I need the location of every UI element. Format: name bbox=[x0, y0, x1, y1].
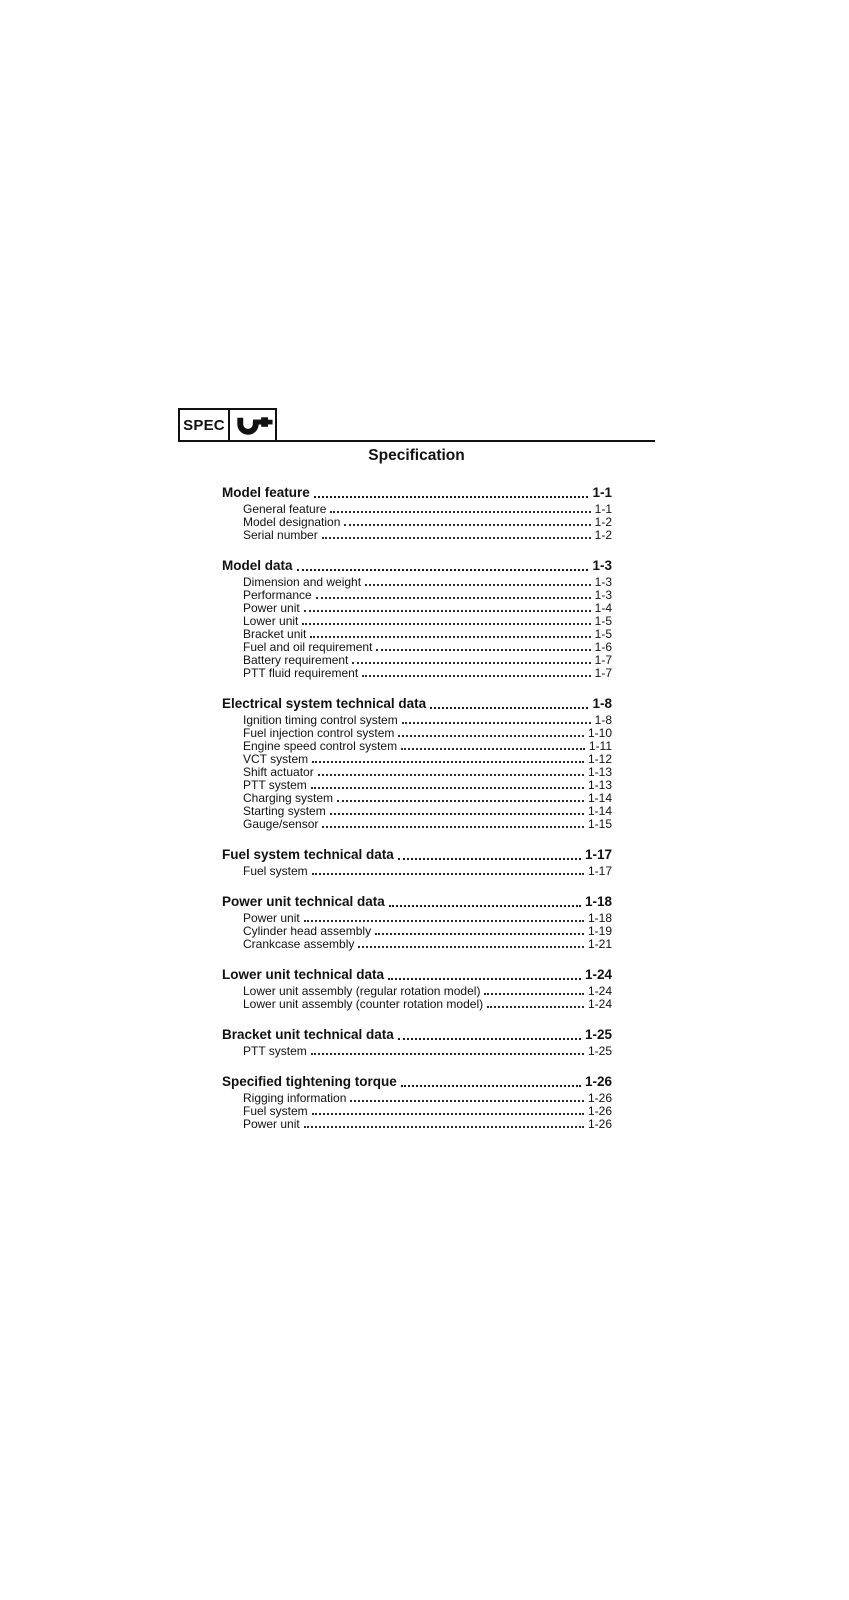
toc-section-heading bbox=[222, 894, 612, 910]
toc-entry-page: 1-14 bbox=[587, 791, 612, 805]
toc-entry-label: PTT system bbox=[243, 778, 307, 792]
dotted-leader bbox=[344, 524, 590, 526]
toc-entry-label: Power unit bbox=[243, 601, 300, 615]
toc-item bbox=[222, 1045, 612, 1058]
toc-section-heading bbox=[222, 847, 612, 863]
toc-item bbox=[222, 938, 612, 951]
toc-entry-label: Lower unit assembly (regular rotation model) bbox=[243, 984, 481, 998]
toc-entry-page: 1-3 bbox=[592, 558, 612, 573]
toc-entry-label: Fuel injection control system bbox=[243, 726, 395, 740]
toc-entry-label: PTT fluid requirement bbox=[243, 666, 359, 680]
toc-entry-page: 1-7 bbox=[594, 666, 612, 680]
toc-entry-page: 1-7 bbox=[594, 653, 612, 667]
toc-entry-label: Starting system bbox=[243, 804, 326, 818]
toc-entry-page: 1-17 bbox=[584, 847, 612, 862]
toc-entry-page: 1-25 bbox=[587, 1044, 612, 1058]
toc-item bbox=[222, 667, 612, 680]
toc-section bbox=[222, 558, 612, 680]
toc-entry-label: PTT system bbox=[243, 1044, 307, 1058]
toc-entry-page: 1-18 bbox=[584, 894, 612, 909]
dotted-leader bbox=[398, 858, 581, 860]
dotted-leader bbox=[302, 623, 590, 625]
toc bbox=[222, 485, 612, 1147]
toc-entry-page: 1-26 bbox=[587, 1117, 612, 1131]
micrometer-icon bbox=[230, 410, 275, 440]
toc-entry-page: 1-24 bbox=[587, 997, 612, 1011]
toc-entry-page: 1-12 bbox=[587, 752, 612, 766]
dotted-leader bbox=[311, 787, 584, 789]
dotted-leader bbox=[365, 584, 591, 586]
dotted-leader bbox=[304, 610, 591, 612]
toc-entry-page: 1-21 bbox=[587, 937, 612, 951]
dotted-leader bbox=[310, 636, 590, 638]
dotted-leader bbox=[430, 707, 588, 709]
toc-entry-label: Performance bbox=[243, 588, 312, 602]
toc-section-heading bbox=[222, 696, 612, 712]
toc-entry-page: 1-25 bbox=[584, 1027, 612, 1042]
toc-entry-label: Shift actuator bbox=[243, 765, 314, 779]
dotted-leader bbox=[304, 920, 584, 922]
toc-section-heading bbox=[222, 485, 612, 501]
toc-section-heading bbox=[222, 558, 612, 574]
toc-section bbox=[222, 894, 612, 951]
toc-entry-page: 1-13 bbox=[587, 765, 612, 779]
toc-entry-page: 1-5 bbox=[594, 614, 612, 628]
toc-entry-page: 1-18 bbox=[587, 911, 612, 925]
toc-section-heading bbox=[222, 967, 612, 983]
dotted-leader bbox=[312, 1113, 584, 1115]
dotted-leader bbox=[398, 735, 584, 737]
toc-entry-page: 1-5 bbox=[594, 627, 612, 641]
dotted-leader bbox=[318, 774, 584, 776]
toc-entry-label: Lower unit assembly (counter rotation model) bbox=[243, 997, 484, 1011]
dotted-leader bbox=[487, 1006, 584, 1008]
page-title: Specification bbox=[368, 447, 465, 464]
toc-entry-label: Fuel system bbox=[243, 864, 308, 878]
toc-section bbox=[222, 847, 612, 878]
toc-item bbox=[222, 865, 612, 878]
toc-entry-label: General feature bbox=[243, 502, 327, 516]
toc-entry-label: Rigging information bbox=[243, 1091, 347, 1105]
toc-entry-page: 1-19 bbox=[587, 924, 612, 938]
toc-entry-page: 1-10 bbox=[587, 726, 612, 740]
toc-entry-page: 1-3 bbox=[594, 575, 612, 589]
toc-entry-label: Engine speed control system bbox=[243, 739, 398, 753]
toc-section bbox=[222, 1074, 612, 1131]
dotted-leader bbox=[314, 496, 589, 498]
toc-section bbox=[222, 696, 612, 831]
dotted-leader bbox=[358, 946, 584, 948]
toc-entry-page: 1-26 bbox=[587, 1104, 612, 1118]
dotted-leader bbox=[401, 748, 585, 750]
dotted-leader bbox=[311, 1053, 584, 1055]
toc-entry-label: Power unit bbox=[243, 1117, 300, 1131]
toc-entry-label: Model data bbox=[222, 558, 293, 573]
dotted-leader bbox=[350, 1100, 584, 1102]
toc-entry-label: Serial number bbox=[243, 528, 318, 542]
toc-entry-label: Fuel system bbox=[243, 1104, 308, 1118]
dotted-leader bbox=[330, 813, 584, 815]
toc-entry-label: VCT system bbox=[243, 752, 309, 766]
dotted-leader bbox=[398, 1038, 581, 1040]
dotted-leader bbox=[297, 569, 589, 571]
toc-entry-label: Lower unit bbox=[243, 614, 299, 628]
toc-entry-label: Cylinder head assembly bbox=[243, 924, 372, 938]
toc-entry-page: 1-1 bbox=[592, 485, 612, 500]
spec-tab-label: SPEC bbox=[180, 410, 230, 440]
toc-entry-label: Battery requirement bbox=[243, 653, 349, 667]
toc-entry-label: Fuel system technical data bbox=[222, 847, 394, 862]
dotted-leader bbox=[330, 511, 590, 513]
toc-entry-page: 1-1 bbox=[594, 502, 612, 516]
toc-section bbox=[222, 1027, 612, 1058]
dotted-leader bbox=[388, 978, 581, 980]
toc-entry-label: Charging system bbox=[243, 791, 334, 805]
dotted-leader bbox=[376, 649, 590, 651]
dotted-leader bbox=[352, 662, 590, 664]
dotted-leader bbox=[362, 675, 590, 677]
dotted-leader bbox=[484, 993, 584, 995]
toc-entry-page: 1-2 bbox=[594, 528, 612, 542]
toc-entry-label: Ignition timing control system bbox=[243, 713, 398, 727]
toc-entry-page: 1-24 bbox=[587, 984, 612, 998]
dotted-leader bbox=[304, 1126, 584, 1128]
dotted-leader bbox=[322, 826, 584, 828]
dotted-leader bbox=[337, 800, 584, 802]
toc-section bbox=[222, 485, 612, 542]
toc-entry-label: Lower unit technical data bbox=[222, 967, 385, 982]
toc-item bbox=[222, 998, 612, 1011]
toc-entry-label: Bracket unit technical data bbox=[222, 1027, 394, 1042]
toc-section-heading bbox=[222, 1074, 612, 1090]
toc-entry-label: Dimension and weight bbox=[243, 575, 362, 589]
toc-entry-label: Power unit bbox=[243, 911, 300, 925]
toc-entry-label: Specified tightening torque bbox=[222, 1074, 397, 1089]
toc-entry-page: 1-17 bbox=[587, 864, 612, 878]
dotted-leader bbox=[401, 1085, 581, 1087]
toc-entry-page: 1-6 bbox=[594, 640, 612, 654]
toc-entry-page: 1-26 bbox=[587, 1091, 612, 1105]
toc-entry-page: 1-26 bbox=[584, 1074, 612, 1089]
dotted-leader bbox=[312, 761, 584, 763]
dotted-leader bbox=[312, 873, 584, 875]
toc-entry-label: Bracket unit bbox=[243, 627, 307, 641]
dotted-leader bbox=[402, 722, 591, 724]
toc-entry-label: Model designation bbox=[243, 515, 341, 529]
toc-item bbox=[222, 529, 612, 542]
dotted-leader bbox=[322, 537, 591, 539]
toc-entry-page: 1-11 bbox=[588, 739, 612, 753]
toc-item bbox=[222, 818, 612, 831]
toc-entry-page: 1-8 bbox=[594, 713, 612, 727]
toc-entry-page: 1-2 bbox=[594, 515, 612, 529]
toc-section bbox=[222, 967, 612, 1011]
toc-entry-label: Crankcase assembly bbox=[243, 937, 355, 951]
toc-entry-label: Electrical system technical data bbox=[222, 696, 427, 711]
toc-entry-label: Model feature bbox=[222, 485, 310, 500]
toc-entry-label: Gauge/sensor bbox=[243, 817, 319, 831]
toc-entry-page: 1-13 bbox=[587, 778, 612, 792]
toc-section-heading bbox=[222, 1027, 612, 1043]
spec-chapter-tab bbox=[178, 408, 277, 442]
toc-entry-page: 1-15 bbox=[587, 817, 612, 831]
toc-entry-page: 1-4 bbox=[594, 601, 612, 615]
toc-entry-label: Fuel and oil requirement bbox=[243, 640, 373, 654]
toc-entry-page: 1-3 bbox=[594, 588, 612, 602]
header-rule bbox=[178, 440, 655, 442]
toc-entry-page: 1-24 bbox=[584, 967, 612, 982]
dotted-leader bbox=[389, 905, 581, 907]
toc-entry-label: Power unit technical data bbox=[222, 894, 385, 909]
dotted-leader bbox=[375, 933, 584, 935]
dotted-leader bbox=[316, 597, 591, 599]
toc-item bbox=[222, 1118, 612, 1131]
toc-entry-page: 1-14 bbox=[587, 804, 612, 818]
toc-entry-page: 1-8 bbox=[592, 696, 612, 711]
